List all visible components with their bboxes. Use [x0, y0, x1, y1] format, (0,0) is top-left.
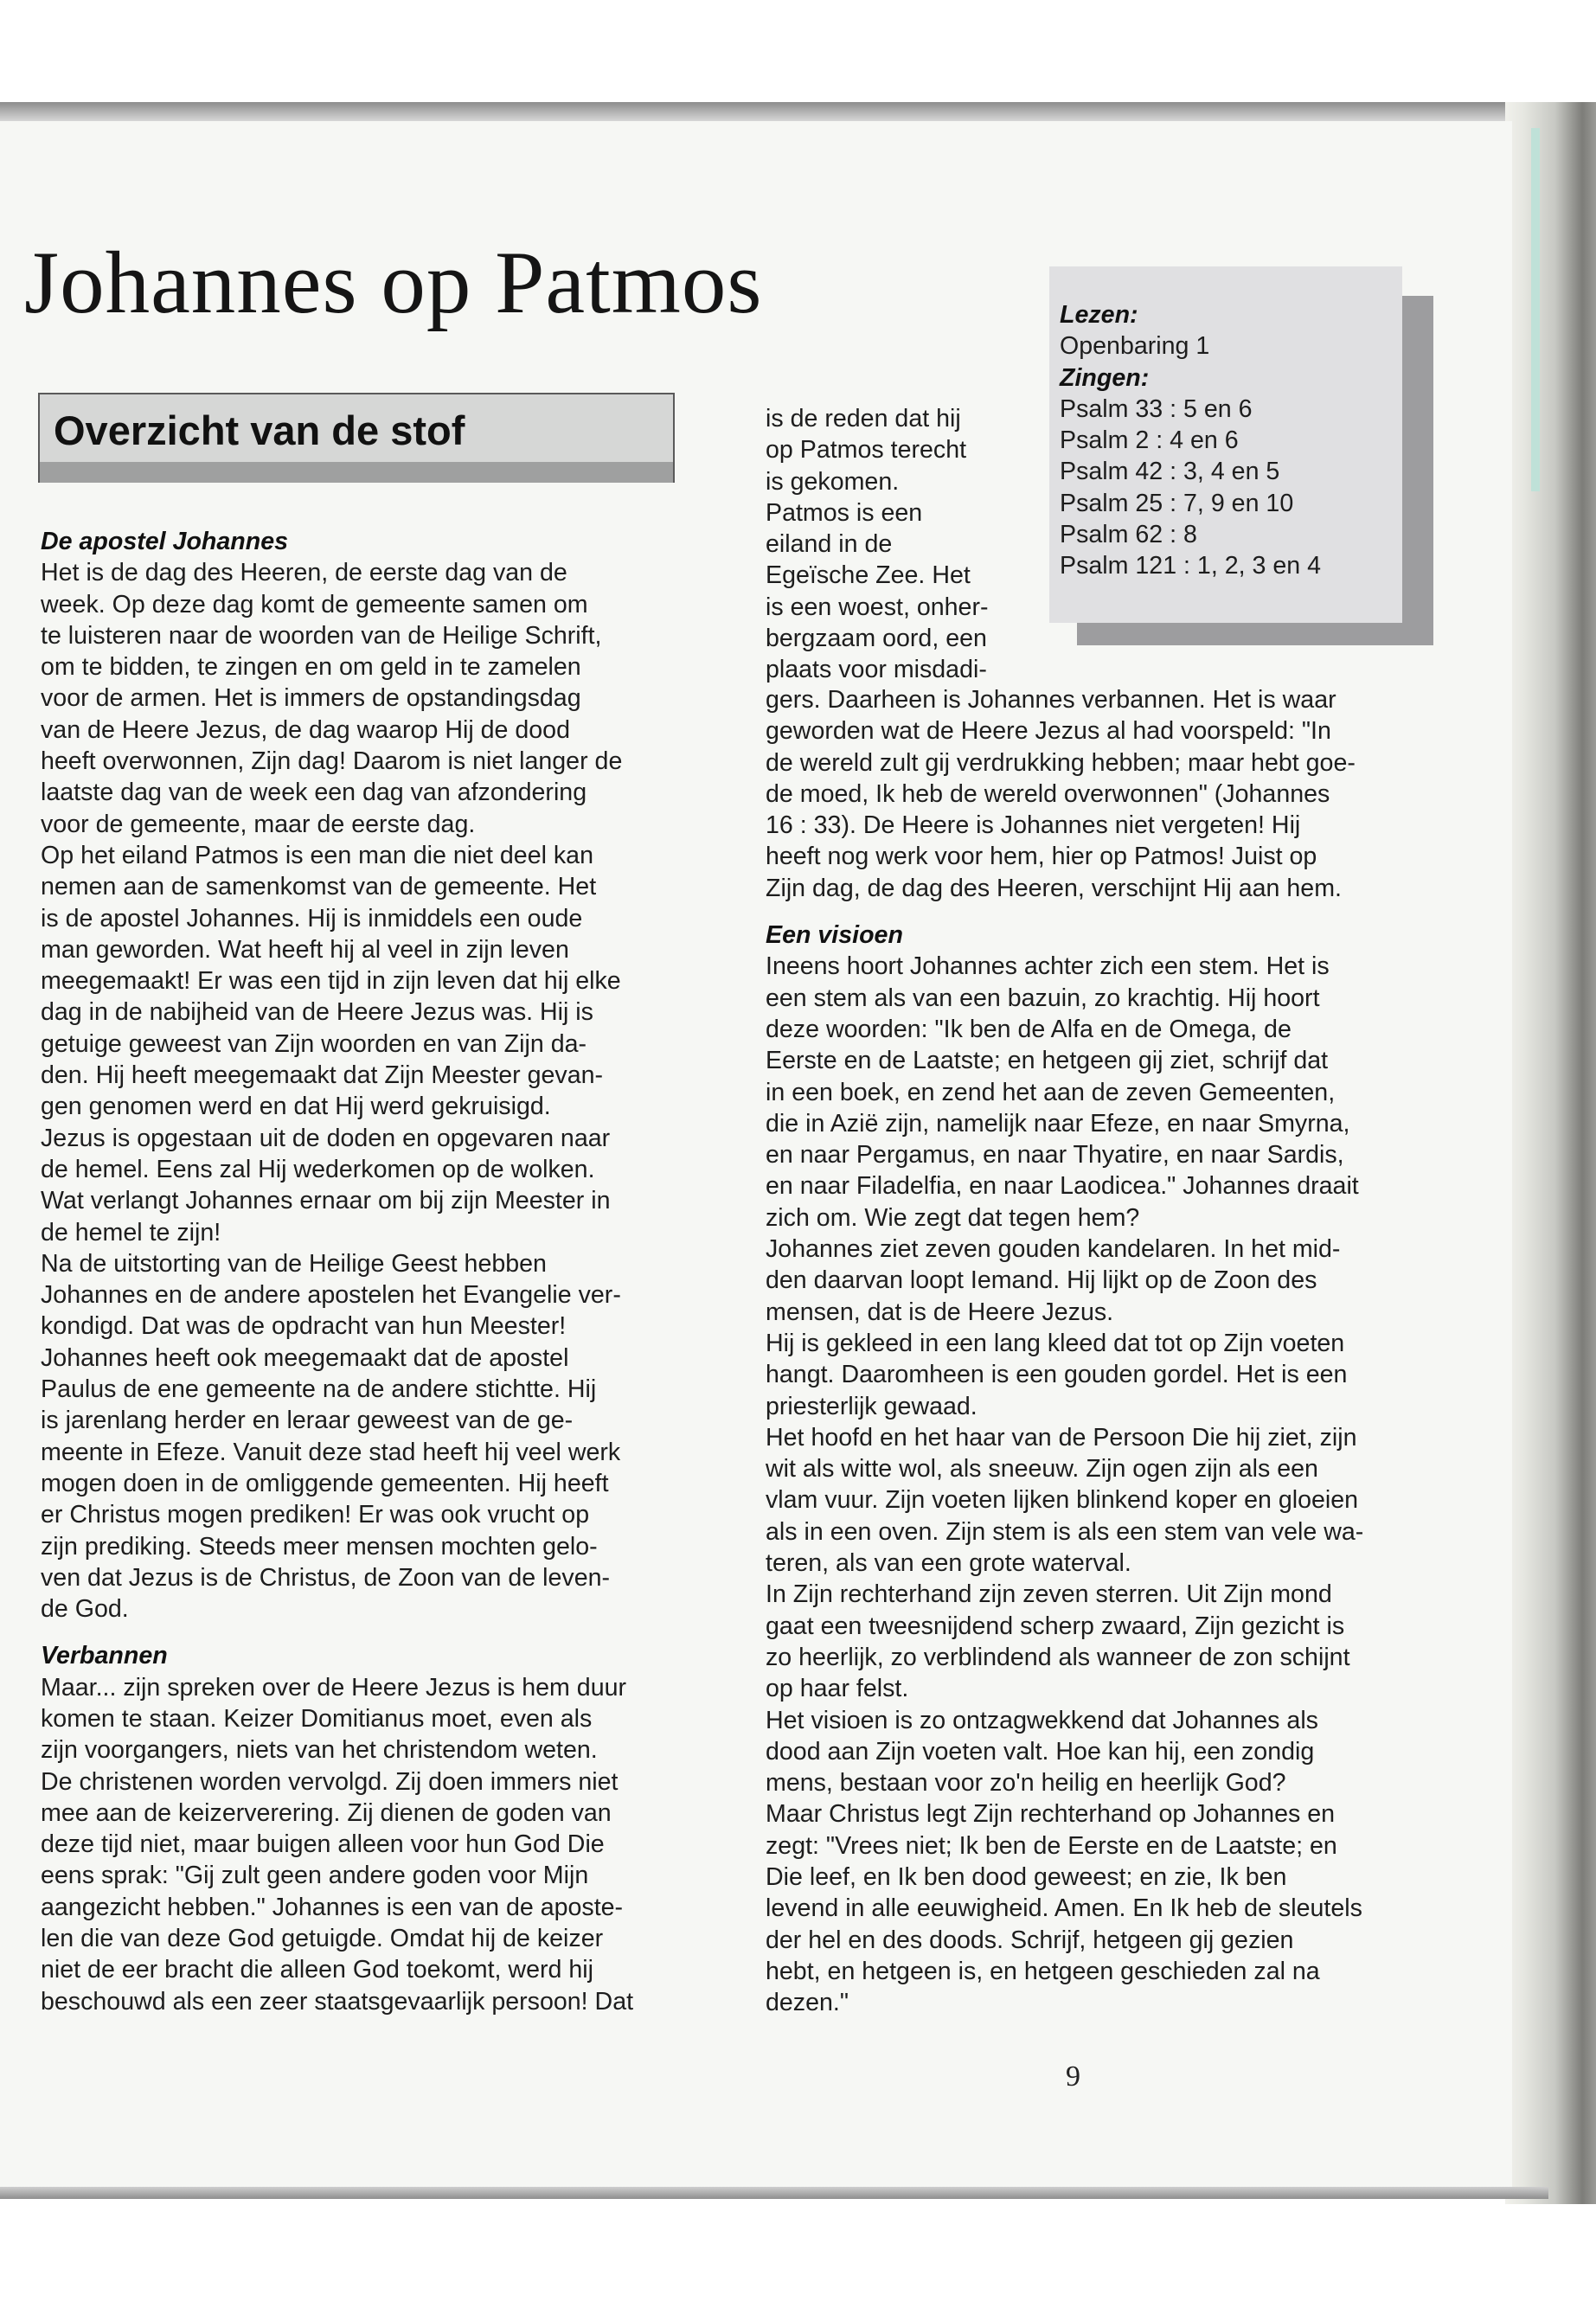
text-line: en naar Pergamus, en naar Thyatire, en naar Sardis, — [766, 1141, 1344, 1170]
text-line: dag in de nabijheid van de Heere Jezus was. Hij is — [41, 998, 593, 1027]
text-line: in een boek, en zend het aan de zeven Gemeenten, — [766, 1078, 1336, 1106]
section-body-verbannen — [41, 1672, 681, 2017]
text-line: hangt. Daaromheen is een gouden gordel. Het is een — [766, 1361, 1348, 1389]
text-line: een stem als van een bazuin, zo krachtig. Hij hoort — [766, 984, 1320, 1012]
reading-list — [1060, 299, 1321, 582]
text-line: De christenen worden vervolgd. Zij doen immers niet — [41, 1767, 619, 1796]
right-column-top — [766, 403, 1060, 686]
text-line: de God. — [41, 1595, 129, 1624]
text-line: komen te staan. Keizer Domitianus moet, even als — [41, 1704, 593, 1733]
song-item: Psalm 62 : 8 — [1060, 521, 1197, 549]
text-line: plaats voor misdadi- — [766, 656, 987, 684]
text-line: dood aan Zijn voeten valt. Hoe kan hij, een zondig — [766, 1737, 1315, 1766]
text-line: mee aan de keizerverering. Zij dienen de goden van — [41, 1798, 612, 1827]
zingen-items — [1060, 394, 1321, 582]
page-number: 9 — [1066, 2061, 1080, 2093]
song-item: Psalm 2 : 4 en 6 — [1060, 426, 1239, 455]
text-line: deze tijd niet, maar buigen alleen voor hun God Die — [41, 1830, 605, 1859]
text-line: de hemel. Eens zal Hij wederkomen op de wolken. — [41, 1155, 595, 1183]
song-item: Psalm 33 : 5 en 6 — [1060, 394, 1253, 423]
right-column — [766, 684, 1406, 2018]
text-line: is gekomen. — [766, 467, 900, 496]
text-line: is de apostel Johannes. Hij is inmiddels een oude — [41, 904, 583, 933]
text-line: der hel en des doods. Schrijf, hetgeen gij gezien — [766, 1926, 1294, 1954]
text-line: zo heerlijk, zo verblindend als wanneer de zon schijnt — [766, 1643, 1350, 1671]
text-line: Patmos is een — [766, 498, 923, 527]
text-line: als in een oven. Zijn stem is als een stem van vele wa- — [766, 1517, 1364, 1546]
text-line: den. Hij heeft meegemaakt dat Zijn Meester gevan- — [41, 1061, 604, 1090]
text-line: kondigd. Dat was de opdracht van hun Meester! — [41, 1312, 567, 1341]
text-line: is een woest, onher- — [766, 593, 989, 621]
text-line: laatste dag van de week een dag van afzondering — [41, 779, 587, 807]
text-line: 16 : 33). De Heere is Johannes niet vergeten! Hij — [766, 811, 1301, 840]
text-line: Johannes en de andere apostelen het Evangelie ver- — [41, 1281, 621, 1310]
text-line: Maar... zijn spreken over de Heere Jezus is hem duur — [41, 1673, 627, 1702]
text-line: om te bidden, te zingen en om geld in te zamelen — [41, 653, 581, 682]
text-line: vlam vuur. Zijn voeten lijken blinkend koper en gloeien — [766, 1486, 1359, 1515]
text-line: de hemel te zijn! — [41, 1218, 221, 1247]
lezen-items — [1060, 330, 1321, 362]
text-line: de wereld zult gij verdrukking hebben; maar hebt goe- — [766, 748, 1356, 777]
text-line: Egeïsche Zee. Het — [766, 561, 971, 590]
text-line: niet de eer bracht die alleen God toekomt, werd hij — [41, 1956, 593, 1984]
song-item: Psalm 42 : 3, 4 en 5 — [1060, 458, 1280, 486]
text-line: week. Op deze dag komt de gemeente samen om — [41, 590, 588, 619]
text-line: wit als witte wol, als sneeuw. Zijn ogen zijn als een — [766, 1455, 1318, 1484]
overview-heading: Overzicht van de stof — [54, 407, 465, 453]
text-line: In Zijn rechterhand zijn zeven sterren. Uit Zijn mond — [766, 1580, 1332, 1609]
text-line: zich om. Wie zegt dat tegen hem? — [766, 1203, 1140, 1232]
text-line: ven dat Jezus is de Christus, de Zoon van de leven- — [41, 1563, 611, 1592]
text-line: Het hoofd en het haar van de Persoon Die hij ziet, zijn — [766, 1423, 1357, 1452]
text-line: gen genomen werd en dat Hij werd gekruisigd. — [41, 1093, 551, 1121]
text-line: teren, als van een grote waterval. — [766, 1549, 1131, 1578]
overview-heading-box — [38, 393, 675, 483]
scan-top-edge — [0, 102, 1535, 121]
text-line: en naar Filadelfia, en naar Laodicea." Johannes draait — [766, 1172, 1359, 1201]
text-line: te luisteren naar de woorden van de Heilige Schrift, — [41, 621, 602, 650]
text-line: meegemaakt! Er was een tijd in zijn leven dat hij elke — [41, 967, 621, 996]
text-line: Maar Christus legt Zijn rechterhand op Johannes en — [766, 1800, 1336, 1829]
page-title: Johannes op Patmos — [24, 234, 763, 332]
text-line: op haar felst. — [766, 1675, 909, 1703]
text-line: van de Heere Jezus, de dag waarop Hij de dood — [41, 715, 570, 744]
text-line: voor de gemeente, maar de eerste dag. — [41, 810, 476, 838]
section-body-apostel — [41, 557, 681, 1625]
text-line: man geworden. Wat heeft hij al veel in zijn leven — [41, 935, 569, 964]
text-line: bergzaam oord, een — [766, 625, 987, 653]
text-line: Paulus de ene gemeente na de andere stichtte. Hij — [41, 1375, 597, 1404]
section-body-visioen — [766, 951, 1406, 2018]
song-item: Psalm 25 : 7, 9 en 10 — [1060, 489, 1294, 517]
text-line: geworden wat de Heere Jezus al had voorspeld: "In — [766, 717, 1331, 746]
text-line: priesterlijk gewaad. — [766, 1392, 977, 1420]
section-heading-verbannen: Verbannen — [41, 1642, 168, 1670]
text-line: heeft overwonnen, Zijn dag! Daarom is niet langer de — [41, 747, 623, 776]
text-line: Jezus is opgestaan uit de doden en opgevaren naar — [41, 1124, 611, 1152]
text-line: len die van deze God getuigde. Omdat hij de keizer — [41, 1925, 604, 1953]
scan-bottom-edge — [0, 2187, 1548, 2199]
text-line: eiland in de — [766, 530, 893, 559]
right-column-top-text — [766, 403, 1060, 686]
text-line: den daarvan loopt Iemand. Hij lijkt op de Zoon des — [766, 1266, 1317, 1295]
book-page-edge — [1505, 102, 1596, 2204]
text-line: deze woorden: "Ik ben de Alfa en de Omega, de — [766, 1015, 1292, 1043]
text-line: eens sprak: "Gij zult geen andere goden voor Mijn — [41, 1862, 589, 1890]
text-line: heeft nog werk voor hem, hier op Patmos! Juist op — [766, 843, 1317, 871]
text-line: is de reden dat hij — [766, 405, 961, 433]
text-line: er Christus mogen prediken! Er was ook vrucht op — [41, 1501, 590, 1529]
zingen-heading: Zingen: — [1060, 363, 1150, 392]
text-line: op Patmos terecht — [766, 436, 967, 465]
book-page — [0, 121, 1512, 2187]
text-line: Het visioen is zo ontzagwekkend dat Johannes als — [766, 1706, 1318, 1734]
section-heading-visioen: Een visioen — [766, 921, 903, 950]
text-line: hebt, en hetgeen is, en hetgeen geschieden zal na — [766, 1957, 1320, 1985]
text-line: gaat een tweesnijdend scherp zwaard, Zijn gezicht is — [766, 1612, 1345, 1640]
text-line: beschouwd als een zeer staatsgevaarlijk persoon! Dat — [41, 1987, 634, 2016]
text-line: Het is de dag des Heeren, de eerste dag van de — [41, 559, 567, 587]
reading-item: Openbaring 1 — [1060, 332, 1210, 361]
text-line: Johannes ziet zeven gouden kandelaren. In het mid- — [766, 1235, 1341, 1264]
text-line: Wat verlangt Johannes ernaar om bij zijn Meester in — [41, 1187, 611, 1215]
text-line: Na de uitstorting van de Heilige Geest hebben — [41, 1249, 547, 1278]
right-column-continued-text — [766, 684, 1406, 904]
text-line: dezen." — [766, 1989, 849, 2017]
text-line: mogen doen in de omliggende gemeenten. Hij heeft — [41, 1469, 609, 1497]
text-line: nemen aan de samenkomst van de gemeente. Het — [41, 873, 597, 901]
text-line: Eerste en de Laatste; en hetgeen gij ziet, schrijf dat — [766, 1047, 1329, 1075]
lezen-heading: Lezen: — [1060, 301, 1138, 329]
text-line: Johannes heeft ook meegemaakt dat de apostel — [41, 1343, 569, 1372]
song-item: Psalm 121 : 1, 2, 3 en 4 — [1060, 552, 1322, 580]
bookmark-tab — [1531, 128, 1540, 491]
text-line: Ineens hoort Johannes achter zich een stem. Het is — [766, 952, 1330, 981]
text-line: meente in Efeze. Vanuit deze stad heeft hij veel werk — [41, 1438, 621, 1466]
text-line: is jarenlang herder en leraar geweest van de ge- — [41, 1407, 574, 1435]
text-line: de moed, Ik heb de wereld overwonnen" (Johannes — [766, 779, 1330, 808]
text-line: gers. Daarheen is Johannes verbannen. Het is waar — [766, 686, 1336, 714]
text-line: Zijn dag, de dag des Heeren, verschijnt Hij aan hem. — [766, 874, 1342, 902]
text-line: getuige geweest van Zijn woorden en van Zijn da- — [41, 1029, 587, 1058]
overview-box-shading — [40, 462, 673, 483]
text-line: zegt: "Vrees niet; Ik ben de Eerste en de Laatste; en — [766, 1831, 1337, 1860]
text-line: Op het eiland Patmos is een man die niet deel kan — [41, 841, 593, 869]
text-line: zijn prediking. Steeds meer mensen mochten gelo- — [41, 1532, 598, 1561]
text-line: mens, bestaan voor zo'n heilig en heerlijk God? — [766, 1769, 1286, 1798]
text-line: voor de armen. Het is immers de opstandingsdag — [41, 684, 581, 713]
text-line: Hij is gekleed in een lang kleed dat tot op Zijn voeten — [766, 1329, 1345, 1357]
text-line: zijn voorgangers, niets van het christendom weten. — [41, 1736, 598, 1765]
text-line: mensen, dat is de Heere Jezus. — [766, 1298, 1114, 1326]
text-line: levend in alle eeuwigheid. Amen. En Ik heb de sleutels — [766, 1894, 1362, 1923]
text-line: die in Azië zijn, namelijk naar Efeze, en naar Smyrna, — [766, 1109, 1350, 1138]
section-heading-apostel: De apostel Johannes — [41, 528, 289, 555]
text-line: Die leef, en Ik ben dood geweest; en zie, Ik ben — [766, 1862, 1287, 1891]
left-column — [41, 526, 681, 2017]
text-line: aangezicht hebben." Johannes is een van de aposte- — [41, 1893, 624, 1921]
